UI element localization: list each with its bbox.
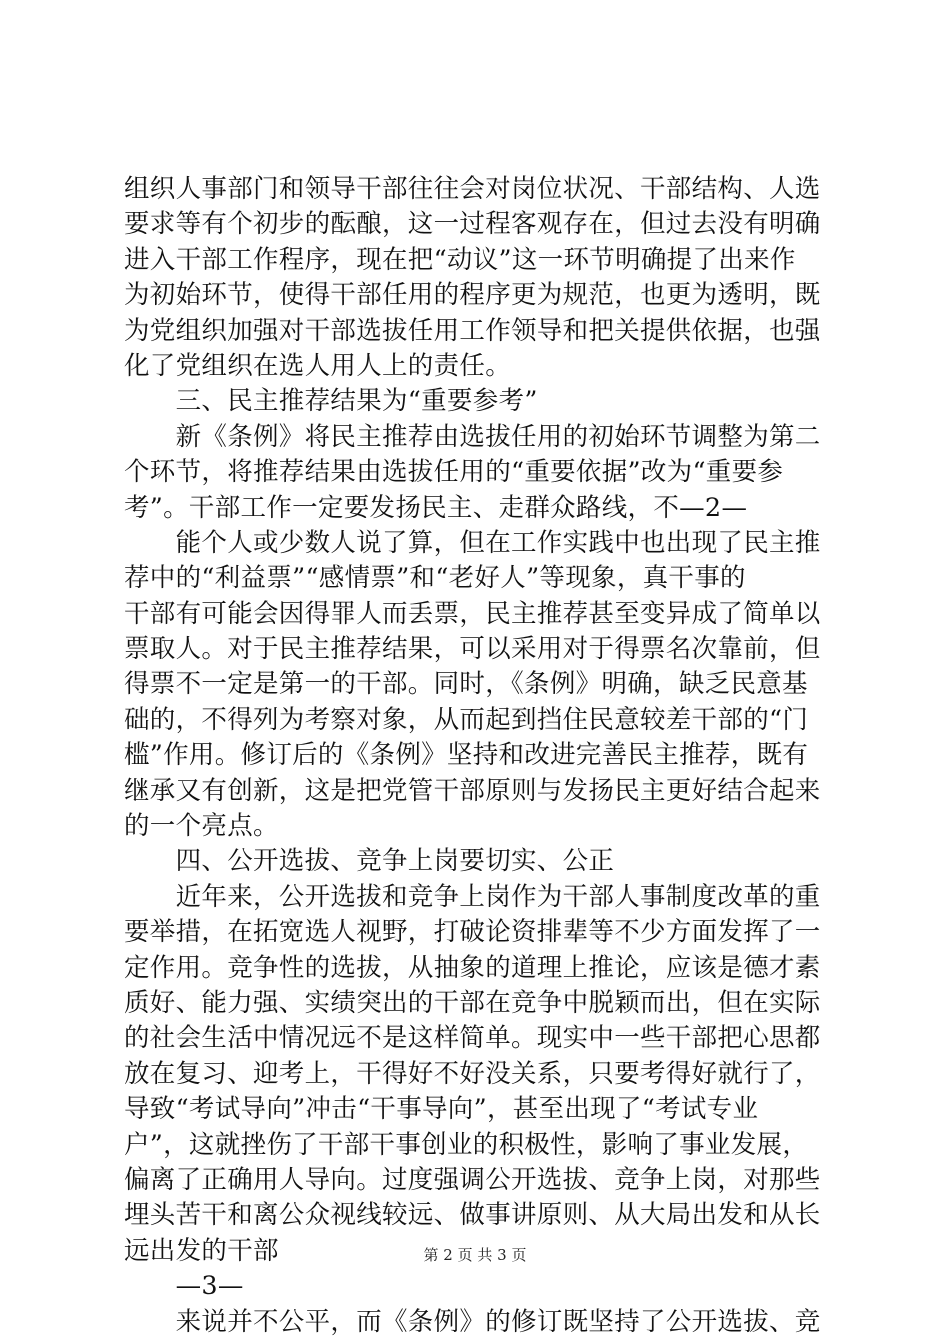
text-line: 要求等有个初步的酝酿，这一过程客观存在，但过去没有明确 xyxy=(124,209,821,240)
text-line: 来说并不公平，而《条例》的修订既坚持了公开选拔、竞 xyxy=(124,1306,821,1337)
text-line: 得票不一定是第一的干部。同时，《条例》明确，缺乏民意基 xyxy=(124,669,808,700)
text-line: 荐中的“利益票”“感情票”和“老好人”等现象，真干事的 xyxy=(124,563,746,594)
text-line: 远出发的干部 xyxy=(124,1235,279,1266)
text-line: 干部有可能会因得罪人而丢票，民主推荐甚至变异成了简单以 xyxy=(124,598,821,629)
text-line: 埋头苦干和离公众视线较远、做事讲原则、从大局出发和从长 xyxy=(124,1200,821,1231)
text-line: 槛”作用。修订后的《条例》坚持和改进完善民主推荐，既有 xyxy=(124,740,809,771)
text-line: 定作用。竞争性的选拔，从抽象的道理上推论，应该是德才素 xyxy=(124,952,821,983)
text-line: 组织人事部门和领导干部往往会对岗位状况、干部结构、人选 xyxy=(124,174,821,204)
text-line: 能个人或少数人说了算，但在工作实践中也出现了民主推 xyxy=(124,527,821,558)
section-heading: 四、公开选拔、竞争上岗要切实、公正 xyxy=(124,846,615,877)
text-line: 考”。干部工作一定要发扬民主、走群众路线，不—2— xyxy=(124,492,748,523)
text-line: 要举措，在拓宽选人视野，打破论资排辈等不少方面发挥了一 xyxy=(124,917,821,948)
text-line: 放在复习、迎考上，干得好不好没关系，只要考得好就行了， xyxy=(124,1058,821,1089)
text-line: 新《条例》将民主推荐由选拔任用的初始环节调整为第二 xyxy=(124,421,821,452)
inline-page-marker: —3— xyxy=(124,1271,244,1302)
text-line: 化了党组织在选人用人上的责任。 xyxy=(124,350,512,381)
text-line: 的社会生活中情况远不是这样简单。现实中一些干部把心思都 xyxy=(124,1023,821,1054)
section-heading: 三、民主推荐结果为“重要参考” xyxy=(124,386,538,417)
page-number-footer: 第 2 页 共 3 页 xyxy=(423,1246,527,1264)
body-text xyxy=(124,172,844,1340)
text-line: 票取人。对于民主推荐结果，可以采用对于得票名次靠前，但 xyxy=(124,634,821,665)
text-line: 的一个亮点。 xyxy=(124,811,279,842)
text-line: 为初始环节，使得干部任用的程序更为规范，也更为透明，既 xyxy=(124,280,821,311)
text-line: 进入干部工作程序，现在把“动议”这一环节明确提了出来作 xyxy=(124,244,796,275)
text-line: 导致“考试导向”冲击“干事导向”，甚至出现了“考试专业 xyxy=(124,1094,759,1125)
text-line: 质好、能力强、实绩突出的干部在竞争中脱颖而出，但在实际 xyxy=(124,987,821,1018)
text-line: 个环节，将推荐结果由选拔任用的“重要依据”改为“重要参 xyxy=(124,457,784,488)
text-line: 继承又有创新，这是把党管干部原则与发扬民主更好结合起来 xyxy=(124,775,821,806)
text-line: 础的，不得列为考察对象，从而起到挡住民意较差干部的“门 xyxy=(124,704,809,735)
text-line: 户”，这就挫伤了干部干事创业的积极性，影响了事业发展， xyxy=(124,1129,809,1160)
text-line: 为党组织加强对干部选拔任用工作领导和把关提供依据，也强 xyxy=(124,315,821,346)
text-line: 偏离了正确用人导向。过度强调公开选拔、竞争上岗，对那些 xyxy=(124,1164,821,1195)
text-line: 近年来，公开选拔和竞争上岗作为干部人事制度改革的重 xyxy=(124,881,821,912)
